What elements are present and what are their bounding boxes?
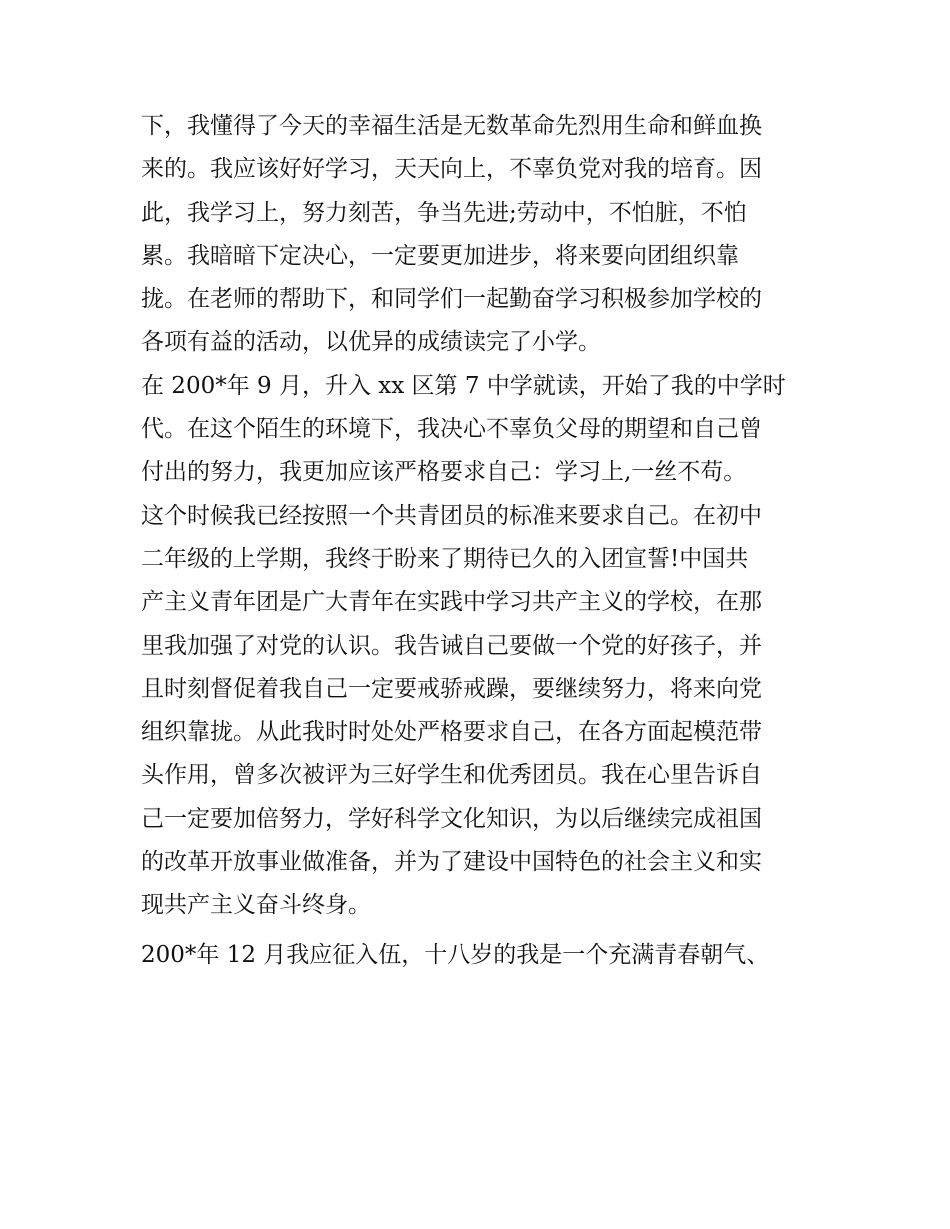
text-line: 各项有益的活动，以优异的成绩读完了小学。 — [141, 329, 601, 356]
text-line: 己一定要加倍努力，学好科学文化知识，为以后继续完成祖国 — [141, 805, 762, 832]
text-line: 头作用，曾多次被评为三好学生和优秀团员。我在心里告诉自 — [141, 762, 762, 789]
text-line: 下，我懂得了今天的幸福生活是无数革命先烈用生命和鲜血换 — [141, 113, 762, 139]
text-line: 产主义青年团是广大青年在实践中学习共产主义的学校，在那 — [141, 589, 762, 616]
text-line: 二年级的上学期，我终于盼来了期待已久的入团宣誓!中国共 — [141, 545, 749, 572]
text-line: 现共产主义奋斗终身。 — [141, 892, 371, 919]
text-line: 累。我暗暗下定决心，一定要更加进步，将来要向团组织靠 — [141, 242, 739, 269]
text-line: 里我加强了对党的认识。我告诫自己要做一个党的好孩子，并 — [141, 632, 762, 659]
text-line: 组织靠拢。从此我时时处处严格要求自己，在各方面起模范带 — [141, 719, 762, 746]
text-line: 付出的努力，我更加应该严格要求自己：学习上,一丝不苟。 — [141, 459, 747, 486]
text-line: 的改革开放事业做准备，并为了建设中国特色的社会主义和实 — [141, 849, 762, 876]
text-line: 代。在这个陌生的环境下，我决心不辜负父母的期望和自己曾 — [141, 416, 762, 443]
text-line: 此，我学习上，努力刻苦，争当先进;劳动中，不怕脏，不怕 — [141, 199, 747, 226]
text-line: 且时刻督促着我自己一定要戒骄戒躁，要继续努力，将来向党 — [141, 675, 762, 702]
text-line: 200*年 12 月我应征入伍，十八岁的我是一个充满青春朝气、 — [141, 941, 770, 968]
text-line: 来的。我应该好好学习，天天向上，不辜负党对我的培育。因 — [141, 156, 762, 183]
text-line: 这个时候我已经按照一个共青团员的标准来要求自己。在初中 — [141, 502, 762, 529]
text-line: 在 200*年 9 月，升入 xx 区第 7 中学就读，开始了我的中学时 — [141, 372, 786, 399]
body-text — [141, 105, 821, 977]
text-line: 拢。在老师的帮助下，和同学们一起勤奋学习积极参加学校的 — [141, 286, 762, 313]
